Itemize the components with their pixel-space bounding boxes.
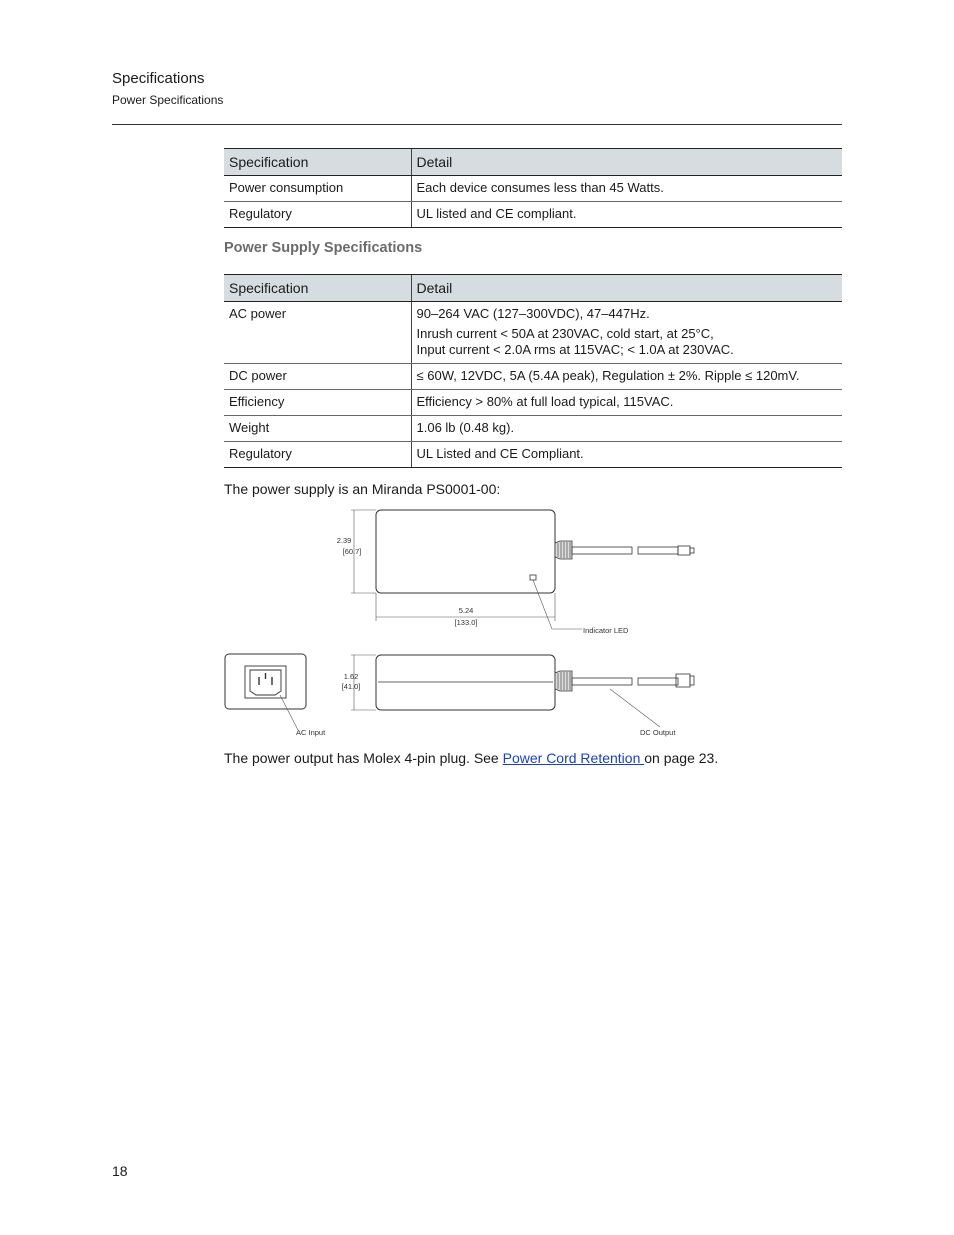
width-dimension-mm: [133.0] [454,618,478,627]
column-header-specification: Specification [224,275,411,302]
spec-cell: Regulatory [224,202,411,228]
ac-input-leader-line [280,695,298,730]
body-paragraph: The power supply is an Miranda PS0001-00: [224,481,501,497]
side-height-label: 1.62 [343,672,359,681]
height-dimension-label: 2.39 [336,536,352,545]
column-header-detail: Detail [411,275,842,302]
detail-cell: Each device consumes less than 45 Watts. [411,176,842,202]
power-supply-diagram [220,505,700,740]
power-supply-spec-table [224,274,842,468]
table-header-row [224,275,842,302]
column-header-specification: Specification [224,149,411,176]
indicator-led-label: Indicator LED [583,626,629,635]
body-paragraph-with-link [224,750,718,766]
spec-cell: Efficiency [224,390,411,416]
table-row [224,202,842,228]
spec-cell: AC power [224,302,411,364]
dc-output-label: DC Output [640,728,676,737]
ac-input-label: AC Input [296,728,326,737]
power-spec-table [224,148,842,228]
cable-side-view [555,671,694,691]
page-number: 18 [112,1163,128,1179]
table-row [224,442,842,468]
table-row [224,302,842,364]
detail-cell: ≤ 60W, 12VDC, 5A (5.4A peak), Regulation ± 2%. Ripple ≤ 120mV. [411,364,842,390]
column-header-detail: Detail [411,149,842,176]
supply-end-view [225,654,306,709]
table-row [224,390,842,416]
detail-line: Input current < 2.0A rms at 115VAC; < 1.0A at 230VAC. [416,342,734,357]
spec-cell: DC power [224,364,411,390]
detail-line: Inrush current < 50A at 230VAC, cold start, at 25°C, [416,326,714,341]
header-divider [112,124,842,125]
detail-cell: Efficiency > 80% at full load typical, 115VAC. [411,390,842,416]
table-row [224,364,842,390]
running-header-title: Specifications [112,70,205,87]
dc-output-leader-line [610,689,660,727]
spec-cell: Regulatory [224,442,411,468]
spec-cell: Power consumption [224,176,411,202]
section-heading: Power Supply Specifications [224,240,423,256]
detail-cell: 1.06 lb (0.48 kg). [411,416,842,442]
height-dimension-mm: [60.7] [342,547,362,556]
spec-cell: Weight [224,416,411,442]
detail-cell: UL Listed and CE Compliant. [411,442,842,468]
para-text-after: on page 23. [644,750,719,766]
power-cord-retention-link[interactable]: Power Cord Retention [502,750,645,766]
supply-body-top-view [376,510,555,593]
cable-top-view [555,541,694,559]
table-header-row [224,149,842,176]
indicator-leader-line [533,580,582,629]
side-height-mm: [41.0] [341,682,361,691]
table-row [224,416,842,442]
ac-inlet-outer [245,666,286,698]
detail-cell [411,302,842,364]
indicator-led [530,575,536,580]
detail-cell: UL listed and CE compliant. [411,202,842,228]
detail-line: 90–264 VAC (127–300VDC), 47–447Hz. [416,306,650,321]
supply-body-side-view [376,655,555,710]
running-header-subtitle: Power Specifications [112,93,224,107]
width-dimension-label: 5.24 [458,606,474,615]
table-row [224,176,842,202]
para-text-before: The power output has Molex 4-pin plug. See [224,750,503,766]
